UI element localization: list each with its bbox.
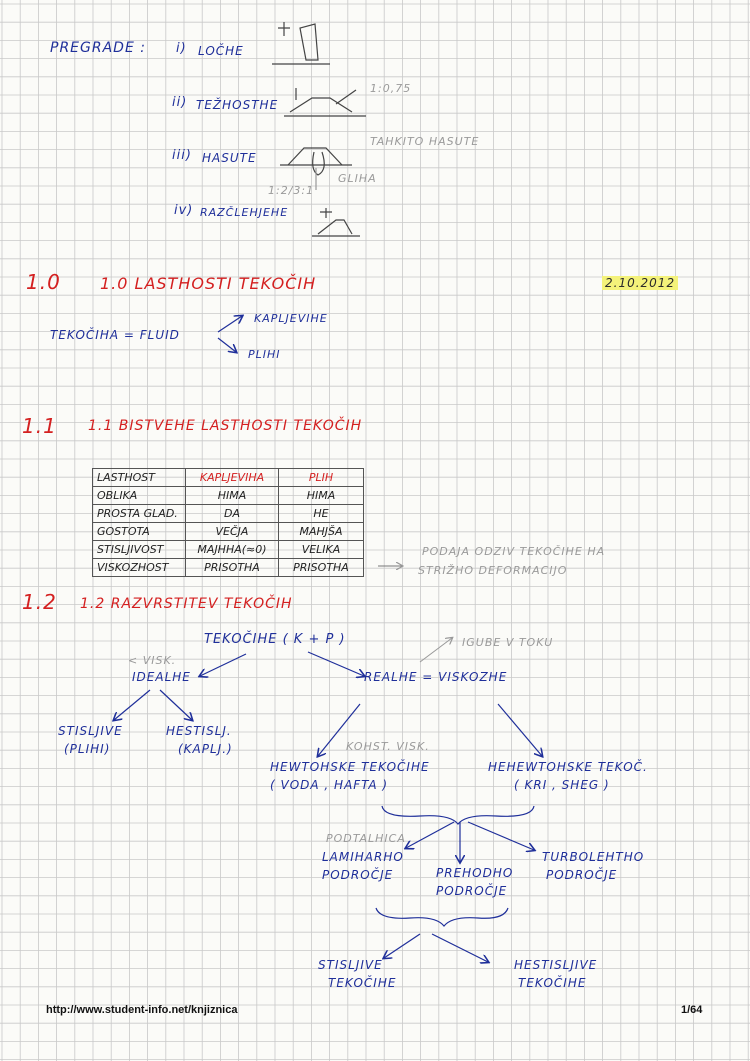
tree-nenewtonske: HEHEWTOHSKE TEKOČ.	[488, 760, 648, 774]
pregrade-item-3-label: HASUTE	[202, 151, 257, 165]
pregrade-item-1-num: i)	[176, 41, 187, 56]
tree-nestislj: HESTISLJ.	[166, 724, 232, 738]
tree-newtonske-sub: ( VODA , HAFTA )	[270, 778, 389, 792]
section-1-0-title: 1.0 LASTHOSTI TEKOČIH	[100, 274, 317, 293]
tree-podtalnica: PODTALHICA	[326, 832, 406, 845]
table-row	[93, 505, 364, 523]
table-cell: PRISOTHA	[186, 559, 279, 577]
pregrade-title: PREGRADE :	[50, 40, 146, 56]
table-cell: VEČJA	[186, 523, 279, 541]
tree-root: TEKOČIHE ( K + P )	[204, 632, 346, 647]
tree-visk-note: < VISK.	[128, 654, 177, 667]
fluid-branch-plini: PLIHI	[248, 348, 281, 361]
table-header: PLIH	[279, 469, 364, 487]
table-cell: PRISOTHA	[279, 559, 364, 577]
pregrade-item-4-num: iv)	[174, 203, 194, 218]
table-cell: HIMA	[279, 487, 364, 505]
table-cell: VELIKA	[279, 541, 364, 559]
properties-table	[92, 468, 364, 577]
section-1-1-title: 1.1 BISTVEHE LASTHOSTI TEKOČIH	[88, 418, 363, 434]
tree-stisljive-plini: STISLJIVE	[58, 724, 123, 738]
pregrade-item-1-label: LOČHE	[198, 44, 244, 58]
section-1-2-title: 1.2 RAZVRSTITEV TEKOČIH	[80, 596, 293, 612]
table-cell: OBLIKA	[93, 487, 186, 505]
table-header-row	[93, 469, 364, 487]
annotation-glina: GLIHA	[338, 172, 377, 185]
table-cell: HE	[279, 505, 364, 523]
annotation-ratio: 1:2/3:1	[268, 184, 315, 197]
table-cell: VISKOZHOST	[93, 559, 186, 577]
table-row	[93, 487, 364, 505]
tree-stisljive-tekocine-sub: TEKOČIHE	[328, 976, 397, 990]
tree-prehodno: PREHODHO	[436, 866, 514, 880]
pregrade-item-2-num: ii)	[172, 95, 188, 110]
table-cell: GOSTOTA	[93, 523, 186, 541]
tree-ideal: IDEALHE	[132, 670, 191, 684]
fluid-definition: TEKOČIHA = FLUID	[50, 328, 180, 342]
tree-real-note: IGUBE V TOKU	[462, 636, 554, 649]
tree-newtonske: HEWTOHSKE TEKOČIHE	[270, 760, 430, 774]
section-1-0-number: 1.0	[26, 270, 61, 294]
footer-url[interactable]: http://www.student-info.net/knjiznica	[46, 1004, 238, 1016]
annotation-note: TAHKITO HASUTE	[370, 135, 480, 148]
table-cell: MAHJŠA	[279, 523, 364, 541]
tree-stisljive-plini-sub: (PLIHI)	[64, 742, 111, 756]
tree-turbulentno: TURBOLEHTHO	[542, 850, 645, 864]
tree-prehodno-sub: PODROČJE	[436, 884, 508, 898]
page-number: 1/64	[681, 1004, 703, 1016]
table-note-line-2: STRIŽHO DEFORMACIJO	[418, 564, 568, 577]
tree-nestisljive-tekocine-sub: TEKOČIHE	[518, 976, 587, 990]
tree-real: REALHE = VISKOZHE	[364, 670, 508, 684]
tree-turbulentno-sub: PODROČJE	[546, 868, 618, 882]
tree-laminarno-sub: PODROČJE	[322, 868, 394, 882]
annotation-slope: 1:0,75	[370, 82, 412, 95]
table-row	[93, 541, 364, 559]
tree-nestisljive-tekocine: HESTISLJIVE	[514, 958, 598, 972]
tree-laminarno: LAMIHARHO	[322, 850, 404, 864]
table-row	[93, 559, 364, 577]
tree-nestislj-sub: (KAPLJ.)	[178, 742, 233, 756]
table-cell: DA	[186, 505, 279, 523]
section-1-2-number: 1.2	[22, 590, 57, 614]
table-header: KAPLJEVIHA	[186, 469, 279, 487]
fluid-branch-kapljevine: KAPLJEVIHE	[254, 312, 328, 325]
tree-konst-visk: KOHST. VISK.	[346, 740, 430, 753]
date-badge: 2.10.2012	[602, 276, 678, 290]
pregrade-item-3-num: iii)	[172, 148, 192, 163]
table-header: LASTHOST	[93, 469, 186, 487]
pregrade-item-4-label: RAZČLEHJEHE	[200, 206, 289, 219]
section-1-1-number: 1.1	[22, 414, 57, 438]
table-row	[93, 523, 364, 541]
table-cell: HIMA	[186, 487, 279, 505]
table-cell: PROSTA GLAD.	[93, 505, 186, 523]
pregrade-item-2-label: TEŽHOSTHE	[196, 98, 279, 112]
table-cell: MAJHHA(≈0)	[186, 541, 279, 559]
tree-nenewtonske-sub: ( KRI , SHEG )	[514, 778, 610, 792]
table-note-line-1: PODAJA ODZIV TEKOČIHE HA	[422, 545, 606, 558]
tree-stisljive-tekocine: STISLJIVE	[318, 958, 383, 972]
table-cell: STISLJIVOST	[93, 541, 186, 559]
